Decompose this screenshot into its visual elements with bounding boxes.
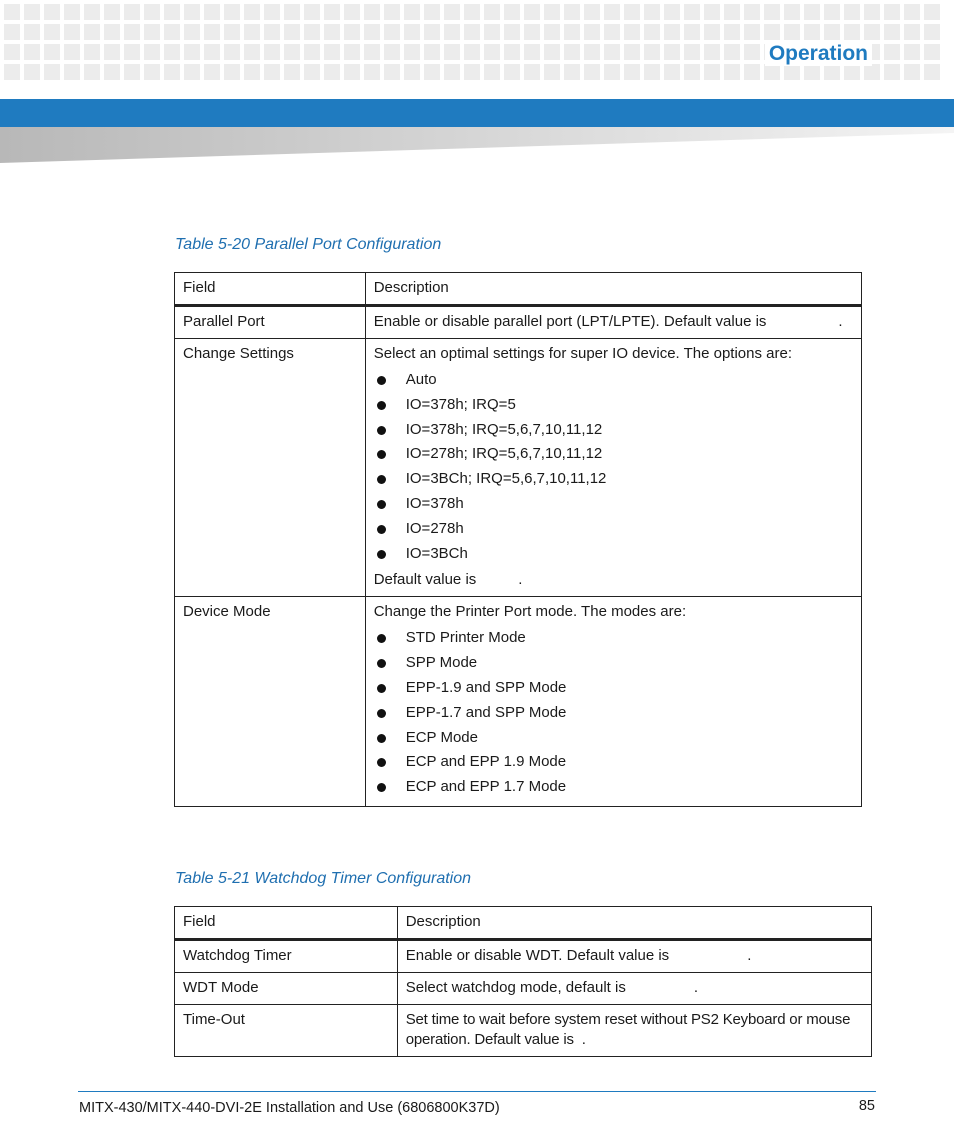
header-tile xyxy=(164,64,180,80)
header-tile xyxy=(384,64,400,80)
header-tile xyxy=(884,44,900,60)
header-blue-bar xyxy=(0,99,954,127)
header-tile xyxy=(124,24,140,40)
header-tile xyxy=(504,24,520,40)
header-tile xyxy=(724,64,740,80)
header-gray-swoosh xyxy=(0,127,954,163)
header-tile xyxy=(204,64,220,80)
header-tile xyxy=(764,4,780,20)
header-tile xyxy=(504,64,520,80)
header-tile xyxy=(484,44,500,60)
header-tile xyxy=(144,24,160,40)
header-tile xyxy=(784,64,800,80)
header-tile xyxy=(64,4,80,20)
header-tile xyxy=(184,4,200,20)
header-tile xyxy=(384,24,400,40)
description-intro: Select an optimal settings for super IO device. The options are: xyxy=(373,345,792,362)
header-tile xyxy=(84,24,100,40)
header-tile xyxy=(684,44,700,60)
header-tile xyxy=(724,44,740,60)
header-tile xyxy=(364,44,380,60)
header-tile xyxy=(244,64,260,80)
header-tile xyxy=(104,44,120,60)
header-tile xyxy=(584,4,600,20)
header-tile xyxy=(124,4,140,20)
header-tile xyxy=(304,24,320,40)
page-number: 85 xyxy=(858,1098,875,1114)
header-tile xyxy=(144,44,160,60)
header-tile xyxy=(744,4,760,20)
header-tile xyxy=(784,24,800,40)
header-tile xyxy=(24,64,40,80)
header-tile xyxy=(604,44,620,60)
header-tile xyxy=(364,64,380,80)
header-tile xyxy=(464,64,480,80)
parallel-port-table xyxy=(174,272,862,807)
header-tile xyxy=(664,64,680,80)
header-tile xyxy=(44,44,60,60)
footer-document-title: MITX-430/MITX-440-DVI-2E Installation and Use (6806800K37D) xyxy=(79,1100,500,1116)
description-intro: Change the Printer Port mode. The modes are: xyxy=(373,603,687,621)
header-tile xyxy=(444,64,460,80)
header-tile xyxy=(464,44,480,60)
header-tile xyxy=(484,64,500,80)
header-tile xyxy=(204,44,220,60)
header-tile xyxy=(404,24,420,40)
header-tile xyxy=(184,44,200,60)
list-item: IO=378h; IRQ=5,6,7,10,11,12 xyxy=(374,418,853,443)
header-tile xyxy=(344,24,360,40)
header-tile xyxy=(644,44,660,60)
description-cell: Set time to wait before system reset without PS2 Keyboard or mouse operation. Default value is . xyxy=(397,1005,871,1057)
header-tile xyxy=(924,64,940,80)
header-tile xyxy=(784,4,800,20)
header-tile xyxy=(504,4,520,20)
header-tile xyxy=(204,4,220,20)
header-tile xyxy=(364,24,380,40)
header-tile xyxy=(164,4,180,20)
header-tile xyxy=(864,64,880,80)
header-tile xyxy=(544,64,560,80)
header-tile xyxy=(144,64,160,80)
header-tile xyxy=(564,4,580,20)
header-tile xyxy=(664,44,680,60)
header-tile xyxy=(584,64,600,80)
header-tile xyxy=(884,4,900,20)
header-tile xyxy=(744,24,760,40)
header-tile xyxy=(864,4,880,20)
header-tile xyxy=(524,4,540,20)
header-tile xyxy=(64,64,80,80)
header-tile xyxy=(44,4,60,20)
header-tile xyxy=(684,24,700,40)
header-tile xyxy=(504,44,520,60)
header-tile xyxy=(64,44,80,60)
table-row xyxy=(175,339,862,597)
table-caption-5-20: Table 5-20 Parallel Port Configuration xyxy=(175,236,442,253)
header-tile xyxy=(564,24,580,40)
header-tile xyxy=(304,4,320,20)
header-tile xyxy=(644,64,660,80)
header-tile xyxy=(584,44,600,60)
header-tile xyxy=(84,4,100,20)
header-tile xyxy=(804,64,820,80)
header-tile xyxy=(244,4,260,20)
header-tile xyxy=(204,24,220,40)
header-tile xyxy=(424,44,440,60)
header-tile xyxy=(104,24,120,40)
header-tile xyxy=(684,64,700,80)
header-tile xyxy=(104,4,120,20)
header-tile xyxy=(244,44,260,60)
list-item: EPP-1.7 and SPP Mode xyxy=(374,701,853,726)
header-tile xyxy=(624,24,640,40)
header-tile xyxy=(824,4,840,20)
header-tile xyxy=(624,64,640,80)
description-cell: Select watchdog mode, default is . xyxy=(397,973,871,1005)
header-tile xyxy=(224,44,240,60)
header-tile xyxy=(924,24,940,40)
description-cell: Enable or disable parallel port (LPT/LPTE). Default value is . xyxy=(365,306,861,339)
field-cell: WDT Mode xyxy=(175,973,398,1005)
header-tile xyxy=(824,24,840,40)
header-tile xyxy=(84,64,100,80)
list-item: IO=278h xyxy=(374,517,853,542)
list-item: IO=278h; IRQ=5,6,7,10,11,12 xyxy=(374,442,853,467)
modes-list xyxy=(374,626,853,800)
header-tile xyxy=(544,44,560,60)
header-tile xyxy=(904,64,920,80)
header-tile xyxy=(44,24,60,40)
header-tile xyxy=(864,24,880,40)
header-tile xyxy=(444,24,460,40)
header-tile xyxy=(4,64,20,80)
header-tile xyxy=(424,24,440,40)
header-tile xyxy=(724,4,740,20)
header-tile xyxy=(304,44,320,60)
header-tile xyxy=(704,64,720,80)
field-cell: Watchdog Timer xyxy=(175,940,398,973)
footer-rule xyxy=(78,1091,876,1092)
header-tile xyxy=(884,24,900,40)
header-tile xyxy=(304,64,320,80)
header-tile xyxy=(244,24,260,40)
default-value-line: Default value is . xyxy=(373,571,523,589)
header-tile xyxy=(344,4,360,20)
header-tile xyxy=(644,24,660,40)
header-tile xyxy=(164,24,180,40)
header-tile xyxy=(324,24,340,40)
header-tile xyxy=(324,44,340,60)
header-tile xyxy=(124,44,140,60)
table-row xyxy=(175,1005,872,1057)
header-tile xyxy=(464,4,480,20)
header-tile xyxy=(924,4,940,20)
header-tile xyxy=(644,4,660,20)
header-tile xyxy=(404,64,420,80)
header-tile xyxy=(324,64,340,80)
header-tile xyxy=(664,24,680,40)
header-tile xyxy=(184,24,200,40)
header-tile xyxy=(444,44,460,60)
field-cell: Change Settings xyxy=(175,339,366,597)
header-tile xyxy=(884,64,900,80)
list-item: Auto xyxy=(374,368,853,393)
header-tile xyxy=(624,44,640,60)
header-tile xyxy=(364,4,380,20)
header-tile xyxy=(764,64,780,80)
list-item: IO=378h xyxy=(374,492,853,517)
header-tile xyxy=(564,44,580,60)
header-tile xyxy=(544,4,560,20)
field-cell: Parallel Port xyxy=(175,306,366,339)
header-tile xyxy=(284,24,300,40)
header-tile xyxy=(704,24,720,40)
header-tile xyxy=(804,4,820,20)
field-cell: Time-Out xyxy=(175,1005,398,1057)
list-item: ECP Mode xyxy=(374,726,853,751)
header-tile xyxy=(524,24,540,40)
list-item: SPP Mode xyxy=(374,651,853,676)
header-tile xyxy=(384,44,400,60)
table-row xyxy=(175,940,872,973)
header-tile xyxy=(604,24,620,40)
header-tile xyxy=(744,44,760,60)
header-tile xyxy=(264,44,280,60)
header-tile xyxy=(404,4,420,20)
header-tile xyxy=(764,24,780,40)
list-item: ECP and EPP 1.9 Mode xyxy=(374,750,853,775)
header-tile xyxy=(524,44,540,60)
header-tile xyxy=(624,4,640,20)
header-tile xyxy=(604,64,620,80)
header-tile xyxy=(4,4,20,20)
header-tile xyxy=(684,4,700,20)
header-tile xyxy=(664,4,680,20)
header-tile xyxy=(484,4,500,20)
list-item: IO=378h; IRQ=5 xyxy=(374,393,853,418)
header-tile xyxy=(284,4,300,20)
header-tile xyxy=(324,4,340,20)
header-tile xyxy=(544,24,560,40)
header-tile xyxy=(124,64,140,80)
table-header-row xyxy=(175,273,862,306)
header-tile xyxy=(524,64,540,80)
header-tile xyxy=(64,24,80,40)
header-field: Field xyxy=(175,273,366,306)
header-tile xyxy=(844,64,860,80)
section-title: Operation xyxy=(765,42,872,66)
description-cell xyxy=(365,597,861,807)
header-tile xyxy=(264,4,280,20)
header-tile xyxy=(24,4,40,20)
table-caption-5-21: Table 5-21 Watchdog Timer Configuration xyxy=(175,870,472,887)
header-tile xyxy=(904,4,920,20)
header-tile xyxy=(404,44,420,60)
header-tile xyxy=(104,64,120,80)
list-item: IO=3BCh; IRQ=5,6,7,10,11,12 xyxy=(374,467,853,492)
header-tile xyxy=(844,24,860,40)
header-tile xyxy=(24,44,40,60)
header-tile xyxy=(284,44,300,60)
header-tile xyxy=(144,4,160,20)
table-header-row xyxy=(175,907,872,940)
description-cell: Enable or disable WDT. Default value is . xyxy=(397,940,871,973)
header-tile xyxy=(444,4,460,20)
description-cell xyxy=(365,339,861,597)
header-tile xyxy=(424,4,440,20)
list-item: ECP and EPP 1.7 Mode xyxy=(374,775,853,800)
header-tile xyxy=(84,44,100,60)
list-item: STD Printer Mode xyxy=(374,626,853,651)
header-tile xyxy=(24,24,40,40)
header-description: Description xyxy=(365,273,861,306)
header-field: Field xyxy=(175,907,398,940)
table-row xyxy=(175,306,862,339)
header-tile xyxy=(824,64,840,80)
header-tile xyxy=(164,44,180,60)
header-tile xyxy=(4,24,20,40)
field-cell: Device Mode xyxy=(175,597,366,807)
header-tile xyxy=(4,44,20,60)
header-tile xyxy=(224,24,240,40)
header-tile xyxy=(904,44,920,60)
header-tile xyxy=(704,44,720,60)
list-item: EPP-1.9 and SPP Mode xyxy=(374,676,853,701)
description-text: Enable or disable parallel port (LPT/LPTE). Default value is xyxy=(373,313,767,330)
header-tile xyxy=(804,24,820,40)
header-tile xyxy=(904,24,920,40)
header-tile xyxy=(224,4,240,20)
header-tile xyxy=(484,24,500,40)
header-tile xyxy=(924,44,940,60)
header-tile xyxy=(344,44,360,60)
header-tile xyxy=(384,4,400,20)
table-row xyxy=(175,973,872,1005)
header-description: Description xyxy=(397,907,871,940)
header-tile xyxy=(224,64,240,80)
list-item: IO=3BCh xyxy=(374,542,853,567)
header-tile xyxy=(584,24,600,40)
header-tile xyxy=(344,64,360,80)
header-tile xyxy=(604,4,620,20)
header-tile xyxy=(744,64,760,80)
options-list xyxy=(374,368,853,566)
watchdog-timer-table xyxy=(174,906,872,1057)
header-tile xyxy=(44,64,60,80)
header-tile xyxy=(184,64,200,80)
header-tile xyxy=(264,64,280,80)
header-tile xyxy=(564,64,580,80)
header-tile xyxy=(424,64,440,80)
header-tile xyxy=(844,4,860,20)
table-row xyxy=(175,597,862,807)
header-tile xyxy=(284,64,300,80)
header-tile xyxy=(464,24,480,40)
header-tile xyxy=(704,4,720,20)
header-tile xyxy=(264,24,280,40)
header-tile xyxy=(724,24,740,40)
